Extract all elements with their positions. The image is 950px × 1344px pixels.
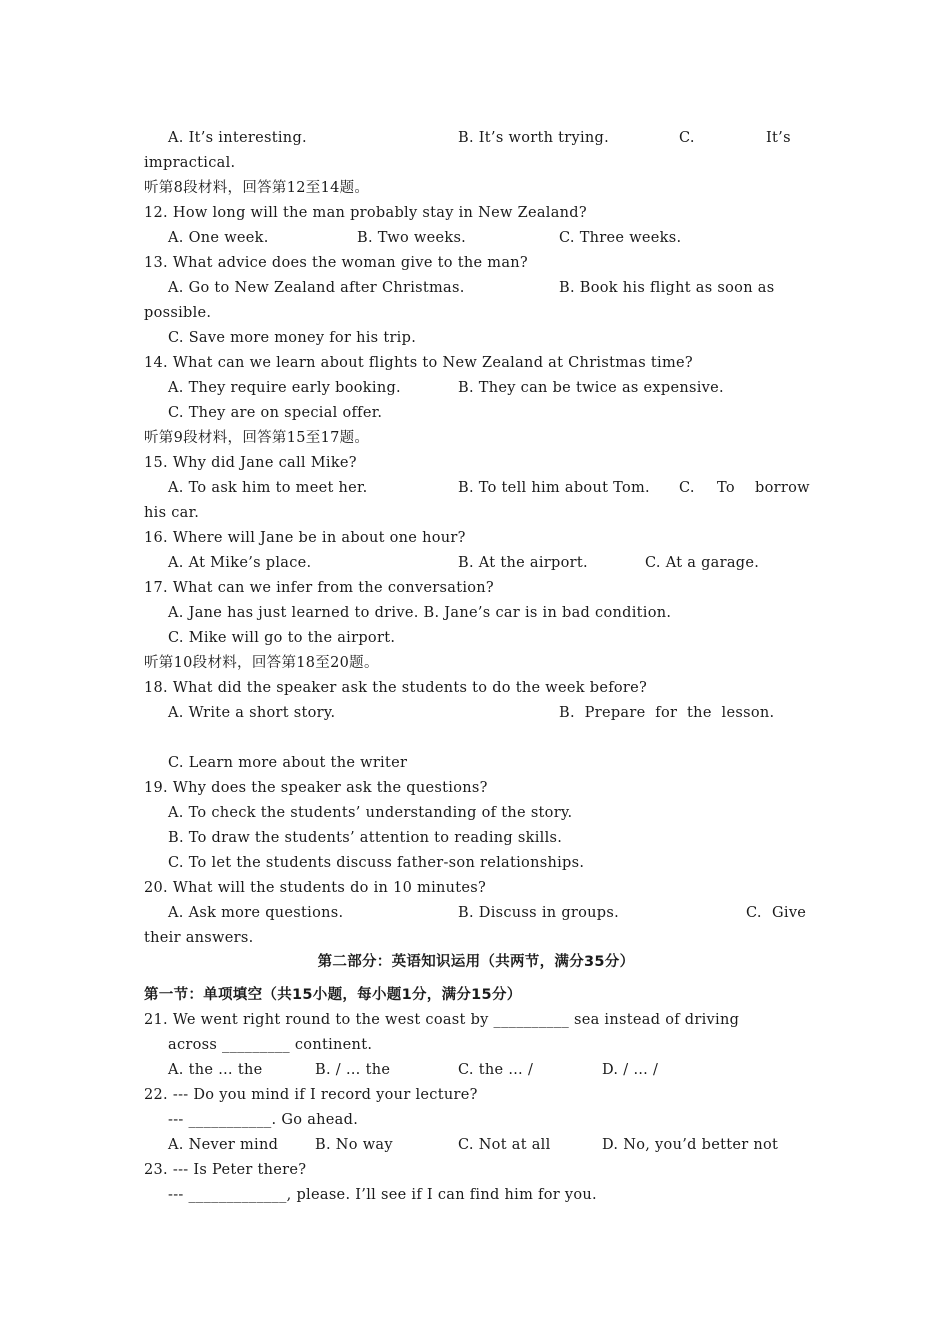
q20-option-a: A. Ask more questions.	[168, 905, 344, 921]
q19-stem: 19. Why does the speaker ask the questions?	[144, 780, 488, 796]
q19-option-b: B. To draw the students’ attention to reading skills.	[168, 830, 563, 846]
q22-option-d: D. No, you’d better not	[602, 1137, 779, 1153]
q22-option-b: B. No way	[315, 1137, 393, 1153]
q17-option-c: C. Mike will go to the airport.	[168, 630, 396, 646]
q21-option-a: A. the … the	[168, 1062, 263, 1078]
q11-option-c-continued: impractical.	[144, 155, 236, 171]
section-9-instruction: 听第9段材料，回答第15至17题。	[144, 430, 370, 446]
q21-stem: 21. We went right round to the west coast by __________ sea instead of driving	[144, 1012, 740, 1028]
q15-option-c-word1: To	[717, 480, 735, 496]
part-2-title: 第二部分：英语知识运用（共两节，满分35分）	[317, 954, 635, 970]
q14-stem: 14. What can we learn about flights to New Zealand at Christmas time?	[144, 355, 693, 371]
q17-stem: 17. What can we infer from the conversation?	[144, 580, 494, 596]
q13-option-b-continued: possible.	[144, 305, 212, 321]
q19-option-c: C. To let the students discuss father-son relationships.	[168, 855, 585, 871]
q23-stem: 23. --- Is Peter there?	[144, 1162, 307, 1178]
q15-option-b: B. To tell him about Tom.	[458, 480, 650, 496]
q20-option-c-letter: C.	[746, 905, 762, 921]
q15-option-c-continued: his car.	[144, 505, 200, 521]
q20-stem: 20. What will the students do in 10 minutes?	[144, 880, 487, 896]
q12-stem: 12. How long will the man probably stay in New Zealand?	[144, 205, 587, 221]
section-10-instruction: 听第10段材料，回答第18至20题。	[144, 655, 379, 671]
section-8-instruction: 听第8段材料，回答第12至14题。	[144, 180, 370, 196]
q15-stem: 15. Why did Jane call Mike?	[144, 455, 357, 471]
q11-option-c-text: It’s	[766, 130, 791, 146]
q18-option-a: A. Write a short story.	[168, 705, 336, 721]
q15-option-c-word2: borrow	[755, 480, 810, 496]
q21-option-b: B. / … the	[315, 1062, 391, 1078]
q13-option-b: B. Book his flight as soon as	[559, 280, 775, 296]
q16-option-c: C. At a garage.	[645, 555, 760, 571]
q11-option-a: A. It’s interesting.	[168, 130, 307, 146]
section-1-title: 第一节：单项填空（共15小题，每小题1分，满分15分）	[144, 987, 522, 1003]
q21-stem-continued: across _________ continent.	[168, 1037, 373, 1053]
q18-stem: 18. What did the speaker ask the students to do the week before?	[144, 680, 648, 696]
q18-option-c: C. Learn more about the writer	[168, 755, 408, 771]
q15-option-a: A. To ask him to meet her.	[168, 480, 368, 496]
q14-option-a: A. They require early booking.	[168, 380, 401, 396]
q22-option-c: C. Not at all	[458, 1137, 551, 1153]
q22-stem: 22. --- Do you mind if I record your lecture?	[144, 1087, 478, 1103]
q11-option-b: B. It’s worth trying.	[458, 130, 610, 146]
q20-option-c-word: Give	[772, 905, 807, 921]
q12-option-c: C. Three weeks.	[559, 230, 682, 246]
q16-stem: 16. Where will Jane be in about one hour?	[144, 530, 466, 546]
q17-options-ab: A. Jane has just learned to drive. B. Jane’s car is in bad condition.	[168, 605, 672, 621]
q16-option-b: B. At the airport.	[458, 555, 588, 571]
q23-reply: --- _____________, please. I’ll see if I can find him for you.	[168, 1187, 597, 1203]
q22-option-a: A. Never mind	[168, 1137, 279, 1153]
q18-option-b: B. Prepare for the lesson.	[559, 705, 775, 721]
q13-stem: 13. What advice does the woman give to the man?	[144, 255, 528, 271]
q13-option-c: C. Save more money for his trip.	[168, 330, 417, 346]
q12-option-a: A. One week.	[168, 230, 269, 246]
q12-option-b: B. Two weeks.	[357, 230, 467, 246]
q14-option-c: C. They are on special offer.	[168, 405, 383, 421]
q14-option-b: B. They can be twice as expensive.	[458, 380, 724, 396]
q11-option-c-letter: C.	[679, 130, 695, 146]
q15-option-c-letter: C.	[679, 480, 695, 496]
q21-option-c: C. the … /	[458, 1062, 534, 1078]
q13-option-a: A. Go to New Zealand after Christmas.	[168, 280, 465, 296]
q20-option-b: B. Discuss in groups.	[458, 905, 620, 921]
q20-option-c-continued: their answers.	[144, 930, 254, 946]
q19-option-a: A. To check the students’ understanding of the story.	[168, 805, 573, 821]
q22-reply: --- ___________. Go ahead.	[168, 1112, 359, 1128]
q21-option-d: D. / … /	[602, 1062, 659, 1078]
q16-option-a: A. At Mike’s place.	[168, 555, 312, 571]
